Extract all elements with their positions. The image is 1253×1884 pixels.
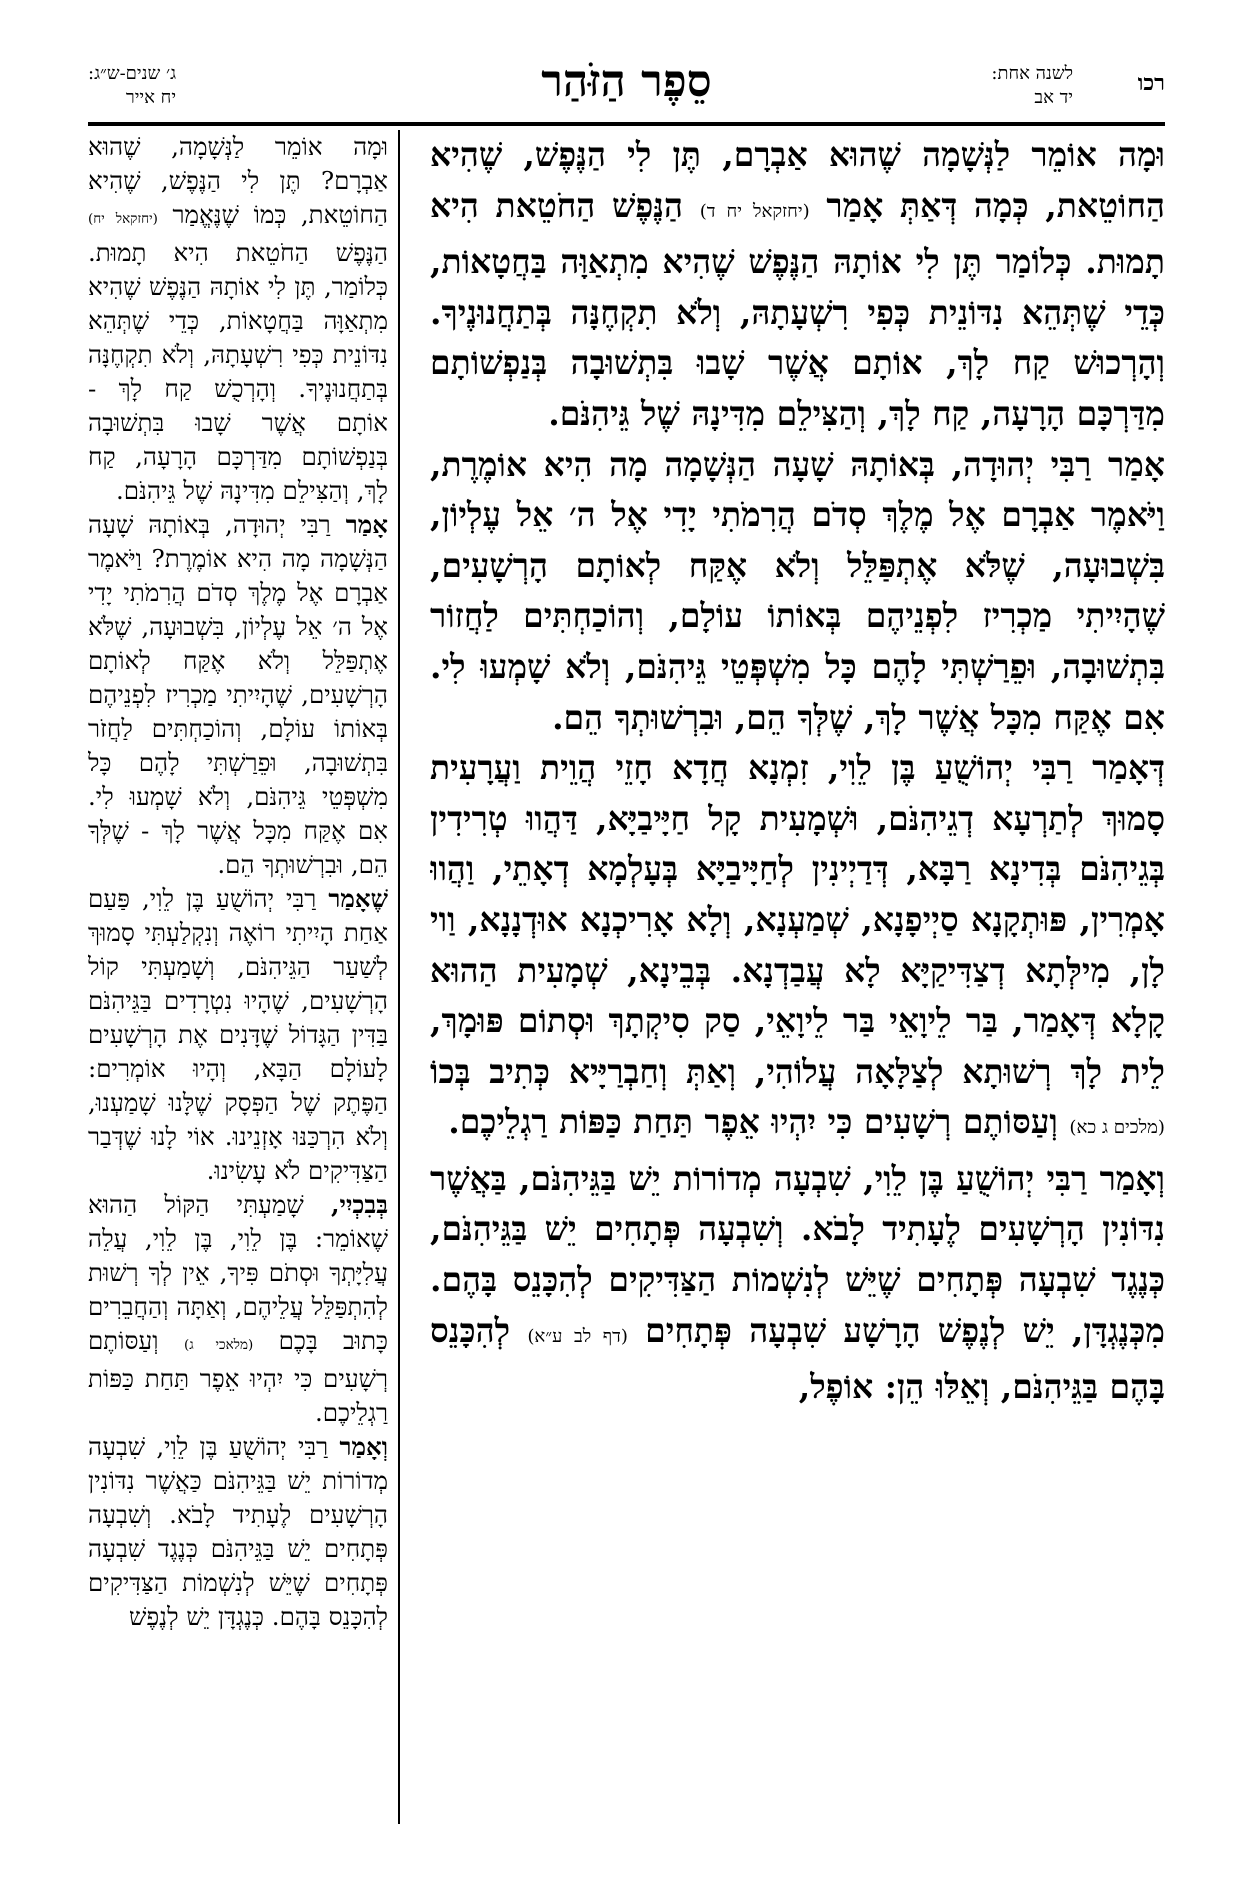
paragraph-text-after: הַנֶּפֶשׁ הַחֹטֵאת הִיא תָמוּת. כְּלוֹמַר תֶּן לִי אוֹתָהּ הַנֶּפֶשׁ שֶׁהִיא מִתְאַוָּה בַּחֲטָאוֹת, כְּדֵי שֶׁתְּהֵא נִדּוֹנֵית כְּפִי רִשְׁעָתָהּ, וְלֹא תִקְחֶנָּה בְּתַחֲנוּנֶיךָ. וְהָרְכוּשׁ קַח לָךְ, אוֹתָם אֲשֶׁר שָׁבוּ בִּתְשׁוּבָה בְּנַפְשׁוֹתָם מִדַּרְכָּם הָרָעָה, קַח לָךְ, וְהַצִּילֵם מִדִּינָהּ שֶׁל גֵּיהִנֹּם. [430, 185, 1165, 433]
hebrew-translation-column [88, 130, 388, 1824]
page-number: רכו [1137, 70, 1165, 96]
paragraph-text: שָׁמַעְתִּי הַקּוֹל הַהוּא שֶׁאוֹמֵר: בֶּן לֵוִי, בֶּן לֵוִי, עֲלֵה עֲלִיָּתְךָ וּסְתֹם פִּיךָ, אֵין לְךָ רְשׁוּת לְהִתְפַּלֵּל עֲלֵיהֶם, וְאַתָּה וְהַחֲבֵרִים כָּתוּב בָּכֶם [88, 1190, 388, 1355]
paragraph-text-after: וְעַסּוֹתֶם רְשָׁעִים כִּי יִהְיוּ אֵפֶר תַּחַת כַּפּוֹת רַגְלֵיכֶם. [448, 1102, 1058, 1142]
paragraph-lead-word: אָמַר [1108, 444, 1165, 484]
paragraph-text: וּמָה אוֹמֵר לַנְּשָׁמָה, שֶׁהוּא אַבְרָם? תֶּן לִי הַנֶּפֶשׁ, שֶׁהִיא הַחוֹטֵאת, כְּמוֹ שֶׁנֶּאֱמַר [88, 132, 388, 229]
source-reference: (דף לב ע״א) [527, 1325, 628, 1347]
page-header [88, 56, 1165, 122]
main-paragraph [430, 1154, 1165, 1413]
side-paragraph [88, 1430, 388, 1634]
paragraph-text: רַבִּי יְהוֹשֻׁעַ בֶּן לֵוִי, פַּעַם אַחַת הָיִיתִי רוֹאֶה וְנִקְלַעְתִּי סָמוּךְ לְשַׁעַר הַגֵּיהִנֹּם, וְשָׁמַעְתִּי קוֹל הָרְשָׁעִים, שֶׁהָיוּ נִטְרָדִים בַּגֵּיהִנֹּם בַּדִּין הַגָּדוֹל שֶׁדָּנִים אֶת הָרְשָׁעִים לָעוֹלָם הַבָּא, וְהָיוּ אוֹמְרִים: הַפֶּתֶק שֶׁל הַפְּסָק שֶׁלָּנוּ שָׁמַעְנוּ, וְלֹא הִרְכַּנּוּ אָזְנֵינוּ. אוֹי לָנוּ שֶׁדְּבַר הַצַּדִּיקִים לֹא עָשִׂינוּ. [88, 884, 388, 1185]
daily-date: יד אב [1034, 87, 1073, 108]
cycle-date: יח אייר [125, 87, 177, 108]
cycle-label: ג׳ שנים-ש״ג: [88, 63, 177, 84]
main-paragraph [430, 440, 1165, 744]
paragraph-text: רַבִּי יְהוֹשֻׁעַ בֶּן לֵוִי, שִׁבְעָה מְדוֹרוֹת יֵשׁ בַּגֵּיהִנֹּם כַּאֲשֶׁר נִדּוֹנִין הָרְשָׁעִים לֶעָתִיד לָבֹא. וְשִׁבְעָה פְּתָחִים יֵשׁ בַּגֵּיהִנֹּם כְּנֶגֶד שִׁבְעָה פְּתָחִים שֶׁיֵּשׁ לְנִשְׁמוֹת הַצַּדִּיקִים לְהִכָּנֵס בָּהֶם. כְּנֶגְדָּן יֵשׁ לְנֶפֶשׁ [88, 1432, 388, 1631]
side-paragraph [88, 130, 388, 508]
paragraph-text: רַבִּי יְהוּדָה, בְּאוֹתָהּ שָׁעָה הַנְּשָׁמָה מָה הִיא אוֹמֶרֶת, וַיֹּאמֶר אַבְרָם אֶל מֶלֶךְ סְדֹם הֲרִמֹתִי יָדִי אֶל ה׳ אֵל עֶלְיוֹן, בִּשְׁבוּעָה, שֶׁלֹּא אֶתְפַּלֵּל וְלֹא אֶקַּח לְאוֹתָם הָרְשָׁעִים, שֶׁהָיִיתִי מַכְרִיז לִפְנֵיהֶם בְּאוֹתוֹ עוֹלָם, וְהוֹכַחְתִּים לַחֲזוֹר בִּתְשׁוּבָה, וּפֵרַשְׁתִּי לָהֶם כָּל מִשְׁפְּטֵי גֵּיהִנֹּם, וְלֹא שָׁמְעוּ לִי. אִם אֶקַּח מִכָּל אֲשֶׁר לָךְ, שֶׁלְּךָ הֵם, וּבִרְשׁוּתְךָ הֵם. [430, 444, 1165, 737]
source-reference: (מלכים ג כא) [1069, 1117, 1165, 1139]
paragraph-text: וּמָה אוֹמֵר לַנְּשָׁמָה שֶׁהוּא אַבְרָם, תֶּן לִי הַנֶּפֶשׁ, שֶׁהִיא הַחוֹטֵאת, כְּמָה דְּאַתְּ אָמַר [430, 135, 1165, 225]
side-paragraph [88, 882, 388, 1188]
paragraph-text-after: לְהִכָּנֵס בָּהֶם בַּגֵּיהִנֹּם, וְאֵלּוּ הֵן: אוֹפֶל, [430, 1310, 1165, 1407]
main-paragraph [430, 743, 1165, 1154]
paragraph-text: רַבִּי יְהוּדָה, בְּאוֹתָהּ שָׁעָה הַנְּשָׁמָה מָה הִיא אוֹמֶרֶת? וַיֹּאמֶר אַבְרָם אֶל מֶלֶךְ סְדֹם הֲרִמֹתִי יָדִי אֶל ה׳ אֵל עֶלְיוֹן, בִּשְׁבוּעָה, שֶׁלֹּא אֶתְפַּלֵּל וְלֹא אֶקַּח לְאוֹתָם הָרְשָׁעִים, שֶׁהָיִיתִי מַכְרִיז לִפְנֵיהֶם בְּאוֹתוֹ עוֹלָם, וְהוֹכַחְתִּים לַחֲזֹר בִּתְשׁוּבָה, וּפֵרַשְׁתִּי לָהֶם כָּל מִשְׁפְּטֵי גֵּיהִנֹּם, וְלֹא שָׁמְעוּ לִי. אִם אֶקַּח מִכָּל אֲשֶׁר לָךְ - שֶׁלְּךָ הֵם, וּבִרְשׁוּתְךָ הֵם. [88, 510, 388, 879]
paragraph-lead-word: וְאָמַר [1099, 1158, 1165, 1198]
book-title: סֵפֶר הַזֹּהַר [541, 56, 712, 107]
source-reference: (יחזקאל יח) [88, 211, 158, 227]
paragraph-lead-word: דְּאָמַר [1092, 748, 1165, 788]
header-rule [88, 122, 1165, 126]
paragraph-text: רַבִּי יְהוֹשֻׁעַ בֶּן לֵוִי, שִׁבְעָה מְדוֹרוֹת יֵשׁ בַּגֵּיהִנֹּם, בַּאֲשֶׁר נִדּוֹנִין הָרְשָׁעִים לֶעָתִיד לָבֹא. וְשִׁבְעָה פְּתָחִים יֵשׁ בַּגֵּיהִנֹּם, כְּנֶגֶד שִׁבְעָה פְּתָחִים שֶׁיֵּשׁ לְנִשְׁמוֹת הַצַּדִּיקִים לְהִכָּנֵס בָּהֶם. מִכְּנֶגְדָּן, יֵשׁ לְנֶפֶשׁ הָרָשָׁע שִׁבְעָה פְּתָחִים [430, 1158, 1165, 1350]
main-paragraph [430, 130, 1165, 440]
source-reference: (יחזקאל יח ד) [699, 200, 810, 222]
paragraph-text-after: הַנֶּפֶשׁ הַחֹטֵאת הִיא תָמוּת. כְּלוֹמַר, תֶּן לִי אוֹתָהּ הַנֶּפֶשׁ שֶׁהִיא מִתְאַוָּה בַּחֲטָאוֹת, כְּדֵי שֶׁתְּהֵא נִדּוֹנֵית כְּפִי רִשְׁעָתָהּ, וְלֹא תִקְחֶנָּה בְּתַחֲנוּנֶיךָ. וְהָרְכֻשׁ קַח לָךְ - אוֹתָם אֲשֶׁר שָׁבוּ בִּתְשׁוּבָה בְּנַפְשׁוֹתָם מִדַּרְכָּם הָרָעָה, קַח לָךְ, וְהַצִּילֵם מִדִּינָהּ שֶׁל גֵּיהִנֹּם. [88, 238, 388, 505]
source-reference: (מלאכי ג) [183, 1337, 254, 1353]
daily-label: לשנה אחת: [991, 63, 1073, 84]
cycle-schedule [88, 62, 176, 110]
column-divider [398, 130, 400, 1824]
side-paragraph [88, 508, 388, 882]
paragraph-text-after: וְעַסּוֹתֶם רְשָׁעִים כִּי יִהְיוּ אֵפֶר תַּחַת כַּפּוֹת רַגְלֵיכֶם. [88, 1326, 388, 1427]
paragraph-lead-word: וְאָמַר [339, 1432, 388, 1461]
paragraph-lead-word: בְּבִכְיִי, [331, 1190, 388, 1219]
paragraph-lead-word: אָמַר [345, 510, 388, 539]
aramaic-main-column [430, 130, 1165, 1824]
paragraph-lead-word: שֶׁאָמַר [328, 884, 388, 913]
paragraph-text: רַבִּי יְהוֹשֻׁעַ בֶּן לֵוִי, זִמְנָא חֲדָא חָזֵי הֲוֵית וַעֲרָעִית סָמוּךְ לְתַרְעָא דְגֵיהִנֹּם, וּשְׁמָעִית קָל חַיָּיבַיָּא, דַּהֲווּ טְרִידִין בְּגֵיהִנֹּם בְּדִינָא רַבָּא, דְּדַיְינִין לְחַיָּיבַיָּא בְּעָלְמָא דְאָתֵי, וַהֲווּ אָמְרִין, פּוּתְקָנָא סַיְיפָנָא, שְׁמַעְנָא, וְלָא אָרִיכְנָא אוּדְנָנָא, וַוי לָן, מִילְּתָא דְצַדִּיקַיָּא לָא עֲבַדְנָא. בְּבֵינָא, שְׁמָעִית הַהוּא קָלָא דְּאָמַר, בַּר לֵיוָאֵי בַּר לֵיוָאֵי, סַק סִיקְתָךְ וּסְתוֹם פּוּמָךְ, לֵית לָךְ רְשׁוּתָא לְצַלָּאָה עֲלוֹהִי, וְאַתְּ וְחַבְרַיָּיא כְּתִיב בְּכוֹ [430, 748, 1165, 1091]
side-paragraph [88, 1188, 388, 1430]
